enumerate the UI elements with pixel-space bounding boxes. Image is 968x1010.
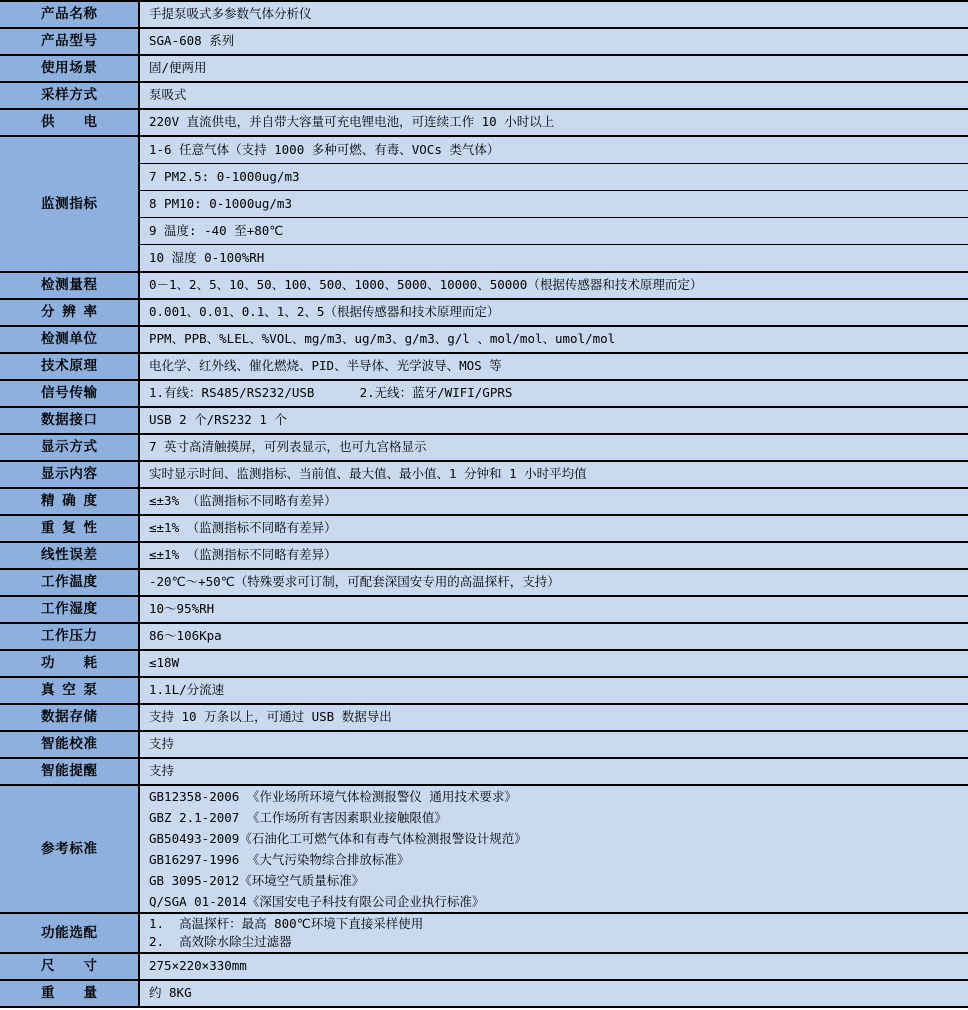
spec-label: 显示内容 bbox=[41, 466, 97, 483]
spec-label-cell bbox=[0, 786, 140, 912]
spec-label-cell bbox=[0, 914, 140, 952]
spec-value: 275×220×330mm bbox=[149, 958, 247, 974]
monitoring-indicator-list bbox=[140, 137, 968, 271]
row-working-humidity bbox=[0, 597, 968, 624]
spec-label-cell bbox=[0, 651, 140, 676]
spec-value: 10 湿度 0-100%RH bbox=[149, 249, 265, 265]
spec-value-cell bbox=[140, 83, 968, 108]
spec-label-cell bbox=[0, 29, 140, 54]
spec-value: PPM、PPB、%LEL、%VOL、mg/m3、ug/m3、g/m3、g/l 、mol/mol、umol/mol bbox=[149, 331, 616, 347]
spec-value: 0－1、2、5、10、50、100、500、1000、5000、10000、50000（根据传感器和技术原理而定） bbox=[149, 277, 703, 293]
spec-value: ≤±1% （监测指标不同略有差异） bbox=[149, 547, 337, 563]
spec-value: 约 8KG bbox=[149, 985, 192, 1001]
spec-label: 真空泵 bbox=[41, 682, 97, 699]
standard-line: GBZ 2.1-2007 《工作场所有害因素职业接触限值》 bbox=[149, 810, 447, 825]
spec-label: 产品型号 bbox=[41, 33, 97, 50]
spec-value: 220V 直流供电，并自带大容量可充电锂电池，可连续工作 10 小时以上 bbox=[149, 114, 555, 130]
row-detection-range bbox=[0, 273, 968, 300]
spec-label-cell bbox=[0, 137, 140, 271]
spec-value: 10～95%RH bbox=[149, 601, 215, 617]
spec-label-cell bbox=[0, 954, 140, 979]
standard-line: GB16297-1996 《大气污染物综合排放标准》 bbox=[149, 852, 410, 867]
spec-value-cell bbox=[140, 2, 968, 27]
spec-label: 工作温度 bbox=[41, 574, 97, 591]
spec-label-cell bbox=[0, 624, 140, 649]
row-display-mode bbox=[0, 435, 968, 462]
spec-label-cell bbox=[0, 981, 140, 1006]
spec-value-cell bbox=[140, 954, 968, 979]
spec-label: 智能校准 bbox=[41, 736, 97, 753]
row-power-consumption bbox=[0, 651, 968, 678]
standard-line: GB12358-2006 《作业场所环境气体检测报警仪 通用技术要求》 bbox=[149, 789, 517, 804]
spec-value: 支持 bbox=[149, 763, 175, 779]
spec-label-cell bbox=[0, 83, 140, 108]
spec-label-cell bbox=[0, 516, 140, 541]
row-detection-unit bbox=[0, 327, 968, 354]
spec-value: 9 温度: -40 至+80℃ bbox=[149, 222, 284, 238]
row-working-pressure bbox=[0, 624, 968, 651]
spec-value: -20℃～+50℃（特殊要求可订制，可配套深国安专用的高温探杆，支持） bbox=[149, 574, 560, 590]
spec-label-cell bbox=[0, 300, 140, 325]
spec-value: 86～106Kpa bbox=[149, 628, 222, 644]
spec-value-cell bbox=[140, 759, 968, 784]
row-technical-principle bbox=[0, 354, 968, 381]
row-monitoring-indicators bbox=[0, 137, 968, 273]
row-reference-standards bbox=[0, 786, 968, 914]
spec-label: 工作湿度 bbox=[41, 601, 97, 618]
row-resolution bbox=[0, 300, 968, 327]
spec-label-cell bbox=[0, 759, 140, 784]
spec-label-cell bbox=[0, 489, 140, 514]
spec-value: 手提泵吸式多参数气体分析仪 bbox=[149, 6, 312, 22]
row-sampling-method bbox=[0, 83, 968, 110]
spec-value: 支持 10 万条以上，可通过 USB 数据导出 bbox=[149, 709, 392, 725]
spec-label: 检测单位 bbox=[41, 331, 97, 348]
spec-value: 泵吸式 bbox=[149, 87, 187, 103]
standard-line: GB 3095-2012《环境空气质量标准》 bbox=[149, 873, 365, 888]
spec-label-cell bbox=[0, 678, 140, 703]
spec-label-cell bbox=[0, 2, 140, 27]
spec-value-cell bbox=[140, 981, 968, 1006]
spec-value: 7 英寸高清触摸屏，可列表显示，也可九宫格显示 bbox=[149, 439, 427, 455]
row-working-temperature bbox=[0, 570, 968, 597]
spec-value-cell bbox=[140, 597, 968, 622]
spec-label: 使用场景 bbox=[41, 60, 97, 77]
spec-value-cell bbox=[140, 543, 968, 568]
spec-value: 8 PM10: 0-1000ug/m3 bbox=[149, 195, 292, 211]
row-usage-scenario bbox=[0, 56, 968, 83]
spec-label: 智能提醒 bbox=[41, 763, 97, 780]
monitoring-indicator-item bbox=[140, 245, 968, 271]
row-signal-transmission bbox=[0, 381, 968, 408]
spec-value: 支持 bbox=[149, 736, 175, 752]
row-weight bbox=[0, 981, 968, 1008]
spec-value-cell bbox=[140, 354, 968, 379]
spec-value-cell bbox=[140, 435, 968, 460]
row-dimensions bbox=[0, 954, 968, 981]
spec-label: 显示方式 bbox=[41, 439, 97, 456]
row-display-content bbox=[0, 462, 968, 489]
spec-value-cell bbox=[140, 300, 968, 325]
spec-value-cell bbox=[140, 732, 968, 757]
spec-label: 采样方式 bbox=[41, 87, 97, 104]
row-product-name bbox=[0, 2, 968, 29]
spec-value: ≤18W bbox=[149, 655, 180, 671]
spec-label: 监测指标 bbox=[41, 195, 97, 212]
spec-value: 1-6 任意气体（支持 1000 多种可燃、有毒、VOCs 类气体） bbox=[149, 141, 500, 157]
spec-value: 1.1L/分流速 bbox=[149, 682, 225, 698]
spec-label: 数据存储 bbox=[41, 709, 97, 726]
spec-label: 重量 bbox=[41, 985, 97, 1002]
standard-line: Q/SGA 01-2014《深国安电子科技有限公司企业执行标准》 bbox=[149, 894, 485, 909]
option-line: 1. 高温探杆：最高 800℃环境下直接采样使用 bbox=[149, 916, 424, 931]
spec-value-cell bbox=[140, 462, 968, 487]
row-data-interface bbox=[0, 408, 968, 435]
spec-label: 供电 bbox=[41, 114, 97, 131]
spec-label: 检测量程 bbox=[41, 277, 97, 294]
spec-label-cell bbox=[0, 435, 140, 460]
spec-value: ≤±3% （监测指标不同略有差异） bbox=[149, 493, 337, 509]
row-optional-features bbox=[0, 914, 968, 954]
spec-label: 精确度 bbox=[41, 493, 97, 510]
spec-value-cell bbox=[140, 381, 968, 406]
spec-value-cell bbox=[140, 56, 968, 81]
row-accuracy bbox=[0, 489, 968, 516]
spec-value-cell bbox=[140, 678, 968, 703]
monitoring-indicator-item bbox=[140, 218, 968, 245]
spec-value: ≤±1% （监测指标不同略有差异） bbox=[149, 520, 337, 536]
monitoring-indicator-item bbox=[140, 137, 968, 164]
spec-label-cell bbox=[0, 56, 140, 81]
spec-label-cell bbox=[0, 705, 140, 730]
spec-value-cell bbox=[140, 489, 968, 514]
row-power-supply bbox=[0, 110, 968, 137]
spec-label: 重复性 bbox=[41, 520, 97, 537]
row-smart-calibration bbox=[0, 732, 968, 759]
spec-label-cell bbox=[0, 327, 140, 352]
spec-label-cell bbox=[0, 273, 140, 298]
spec-value-cell bbox=[140, 273, 968, 298]
spec-value: 1.有线：RS485/RS232/USB 2.无线：蓝牙/WIFI/GPRS bbox=[149, 385, 513, 401]
spec-value-cell bbox=[140, 110, 968, 135]
spec-value: 固/便两用 bbox=[149, 60, 207, 76]
spec-value-cell bbox=[140, 705, 968, 730]
spec-label: 技术原理 bbox=[41, 358, 97, 375]
spec-label: 功能选配 bbox=[41, 924, 97, 941]
spec-label: 参考标准 bbox=[41, 840, 97, 857]
spec-value-cell bbox=[140, 914, 968, 952]
row-repeatability bbox=[0, 516, 968, 543]
spec-value: USB 2 个/RS232 1 个 bbox=[149, 412, 287, 428]
spec-value-cell bbox=[140, 624, 968, 649]
row-product-model bbox=[0, 29, 968, 56]
spec-label: 线性误差 bbox=[41, 547, 97, 564]
spec-label: 分辨率 bbox=[41, 304, 97, 321]
spec-value: 0.001、0.01、0.1、1、2、5（根据传感器和技术原理而定） bbox=[149, 304, 500, 320]
spec-label-cell bbox=[0, 381, 140, 406]
spec-value-cell bbox=[140, 651, 968, 676]
spec-label-cell bbox=[0, 354, 140, 379]
row-smart-reminder bbox=[0, 759, 968, 786]
standard-line: GB50493-2009《石油化工可燃气体和有毒气体检测报警设计规范》 bbox=[149, 831, 527, 846]
spec-value-cell bbox=[140, 570, 968, 595]
spec-label-cell bbox=[0, 462, 140, 487]
spec-label-cell bbox=[0, 543, 140, 568]
spec-label: 工作压力 bbox=[41, 628, 97, 645]
spec-value-cell bbox=[140, 408, 968, 433]
spec-label-cell bbox=[0, 110, 140, 135]
option-line: 2. 高效除水除尘过滤器 bbox=[149, 934, 292, 949]
spec-label-cell bbox=[0, 408, 140, 433]
spec-value: SGA-608 系列 bbox=[149, 33, 235, 49]
spec-value: 实时显示时间、监测指标、当前值、最大值、最小值、1 分钟和 1 小时平均值 bbox=[149, 466, 587, 482]
spec-value: 电化学、红外线、催化燃烧、PID、半导体、光学波导、MOS 等 bbox=[149, 358, 502, 374]
row-data-storage bbox=[0, 705, 968, 732]
spec-label-cell bbox=[0, 597, 140, 622]
spec-label: 数据接口 bbox=[41, 412, 97, 429]
monitoring-indicator-item bbox=[140, 164, 968, 191]
monitoring-indicator-item bbox=[140, 191, 968, 218]
spec-label: 信号传输 bbox=[41, 385, 97, 402]
spec-label-cell bbox=[0, 732, 140, 757]
spec-value-cell bbox=[140, 516, 968, 541]
spec-value-cell bbox=[140, 327, 968, 352]
spec-value: 7 PM2.5: 0-1000ug/m3 bbox=[149, 168, 300, 184]
spec-label-cell bbox=[0, 570, 140, 595]
row-vacuum-pump bbox=[0, 678, 968, 705]
spec-label: 功耗 bbox=[41, 655, 97, 672]
spec-label: 产品名称 bbox=[41, 6, 97, 23]
spec-label: 尺寸 bbox=[41, 958, 97, 975]
spec-value-cell bbox=[140, 29, 968, 54]
spec-value-cell bbox=[140, 786, 968, 912]
row-linearity-error bbox=[0, 543, 968, 570]
